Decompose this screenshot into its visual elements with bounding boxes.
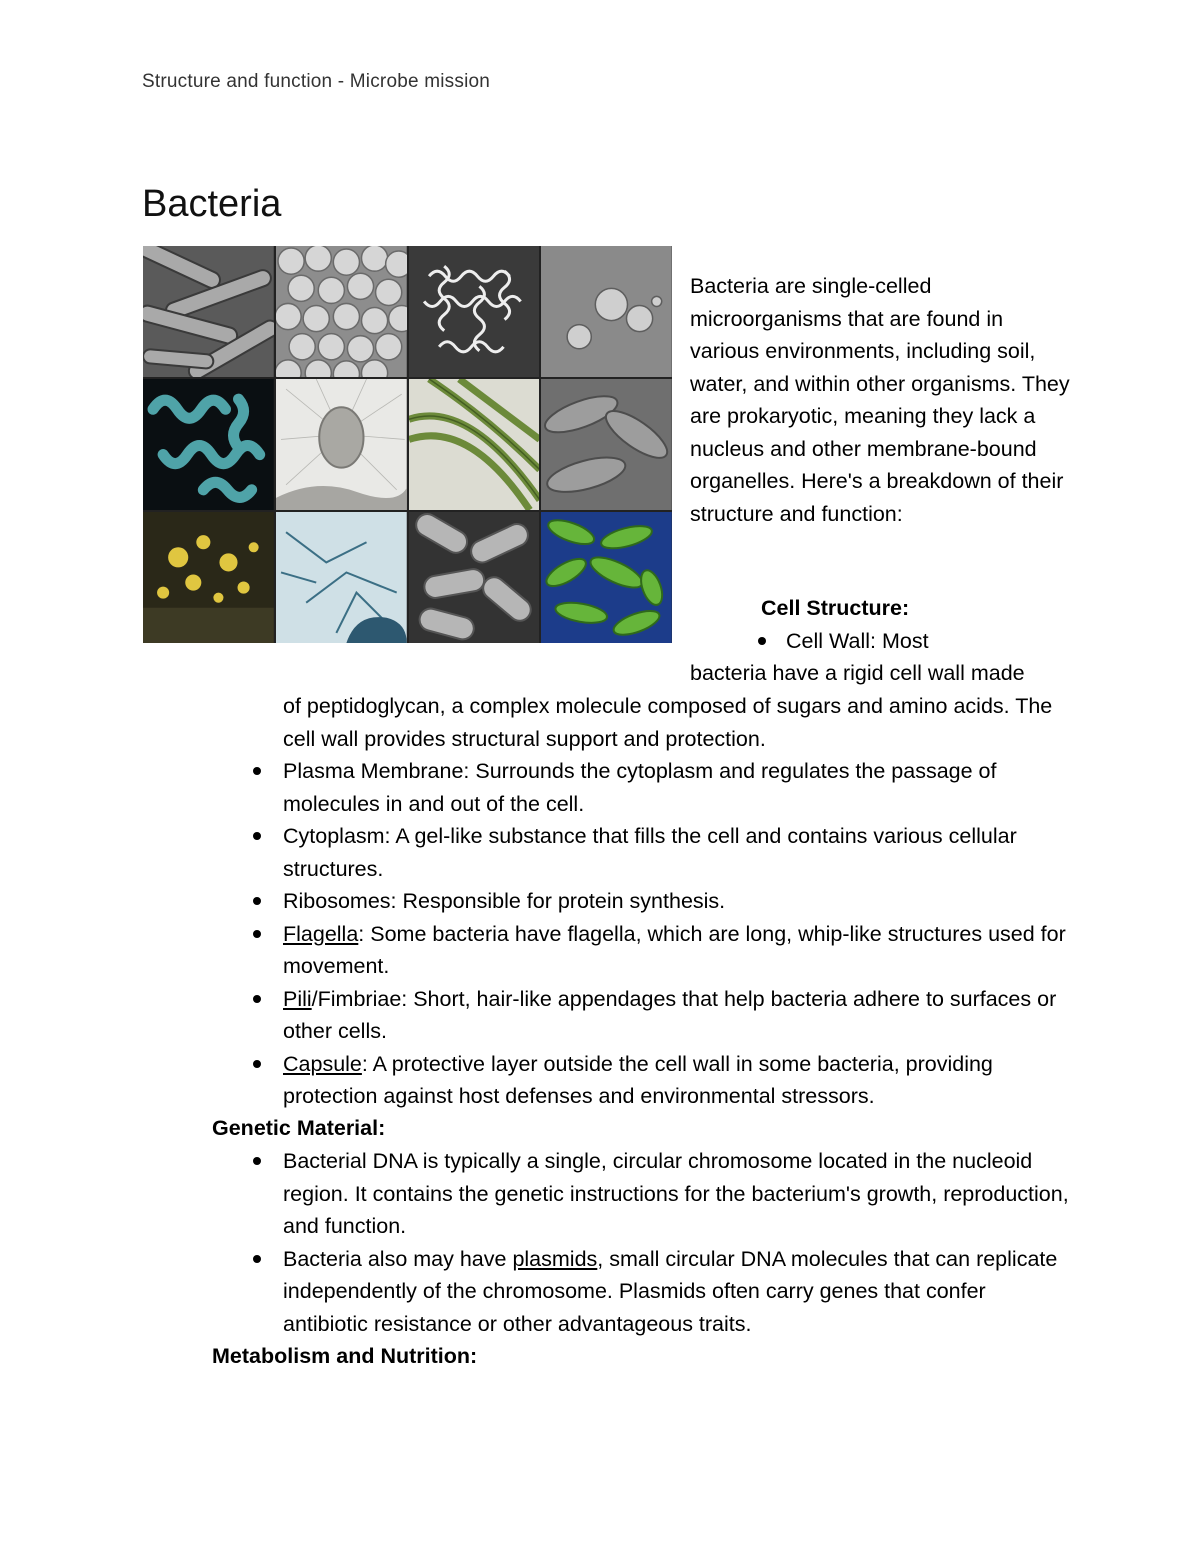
bullet-dot	[253, 1255, 261, 1263]
bullet-dot	[253, 995, 261, 1003]
metabolism-heading: Metabolism and Nutrition:	[212, 1344, 478, 1368]
list-item	[283, 755, 1073, 820]
list-item	[283, 1243, 1073, 1341]
item-text-post: , small circular DNA molecules that can replicate independently of the chromosome. Plasmids often carry genes that confer antibiotic resistance or other advantageous traits.	[283, 1246, 1058, 1336]
micrograph-rods-gray	[143, 246, 274, 377]
bullet-dot	[253, 897, 261, 905]
page-title: Bacteria	[142, 183, 282, 225]
micrograph-rods-sem	[409, 512, 540, 643]
genetic-material-list	[283, 1145, 1073, 1340]
cell-structure-list	[283, 755, 1073, 1113]
bullet-dot	[253, 930, 261, 938]
bullet-dot	[758, 637, 766, 645]
micrograph-rods-green	[541, 512, 672, 643]
bullet-dot	[253, 1060, 261, 1068]
cell-wall-line3: of peptidoglycan, a complex molecule composed of sugars and amino acids. The cell wall provides structural support and protection.	[283, 694, 1053, 751]
item-text: Plasma Membrane: Surrounds the cytoplasm and regulates the passage of molecules in and out of the cell.	[283, 759, 997, 816]
intro-paragraph: Bacteria are single-celled microorganisms that are found in various environments, including soil, water, and within other organisms. They are prokaryotic, meaning they lack a nucleus and other membrane-bound organelles. Here's a breakdown of their structure and function:	[690, 274, 1070, 526]
list-item	[283, 885, 1073, 918]
cell-structure-heading: Cell Structure:	[761, 596, 910, 620]
micrograph-filaments-green	[409, 379, 540, 510]
list-item	[283, 1145, 1073, 1243]
item-text: : Some bacteria have flagella, which are long, whip-like structures used for movement.	[283, 921, 1066, 978]
capsule-link[interactable]: Capsule	[283, 1051, 362, 1076]
pili-link[interactable]: Pili	[283, 986, 312, 1011]
micrograph-colonies-yellow	[143, 512, 274, 643]
item-text: Cytoplasm: A gel-like substance that fills the cell and contains various cellular structures.	[283, 824, 1017, 881]
micrograph-rods-gray-large	[541, 379, 672, 510]
flagella-link[interactable]: Flagella	[283, 921, 359, 946]
cell-wall-bullet	[786, 625, 929, 658]
cell-wall-line2: bacteria have a rigid cell wall made	[690, 661, 1025, 685]
item-text: : A protective layer outside the cell wall in some bacteria, providing protection against host defenses and environmental stressors.	[283, 1051, 993, 1108]
item-text: Bacterial DNA is typically a single, circular chromosome located in the nucleoid region. It contains the genetic instructions for the bacterium's growth, reproduction, and function.	[283, 1149, 1069, 1238]
bullet-dot	[253, 767, 261, 775]
micrograph-cocci-sparse	[541, 246, 672, 377]
list-item	[283, 1048, 1073, 1113]
micrograph-spiral-teal	[143, 379, 274, 510]
genetic-material-heading: Genetic Material:	[212, 1116, 386, 1140]
bacteria-image-collage	[143, 246, 672, 643]
list-item	[283, 918, 1073, 983]
list-item	[283, 983, 1073, 1048]
bullet-dot	[253, 1157, 261, 1165]
item-text: Ribosomes: Responsible for protein synthesis.	[283, 889, 726, 913]
cell-wall-line1: Cell Wall: Most	[786, 629, 929, 653]
micrograph-cocci-cluster	[276, 246, 407, 377]
item-text: /Fimbriae: Short, hair-like appendages that help bacteria adhere to surfaces or other cells.	[283, 986, 1057, 1043]
page-header: Structure and function - Microbe mission	[142, 71, 491, 92]
item-text-pre: Bacteria also may have	[283, 1246, 513, 1271]
plasmids-link[interactable]: plasmids	[512, 1246, 598, 1271]
list-item	[283, 820, 1073, 885]
micrograph-hyphae-blue	[276, 512, 407, 643]
micrograph-flagellated-cell	[276, 379, 407, 510]
bullet-dot	[253, 832, 261, 840]
micrograph-spirochete	[409, 246, 540, 377]
